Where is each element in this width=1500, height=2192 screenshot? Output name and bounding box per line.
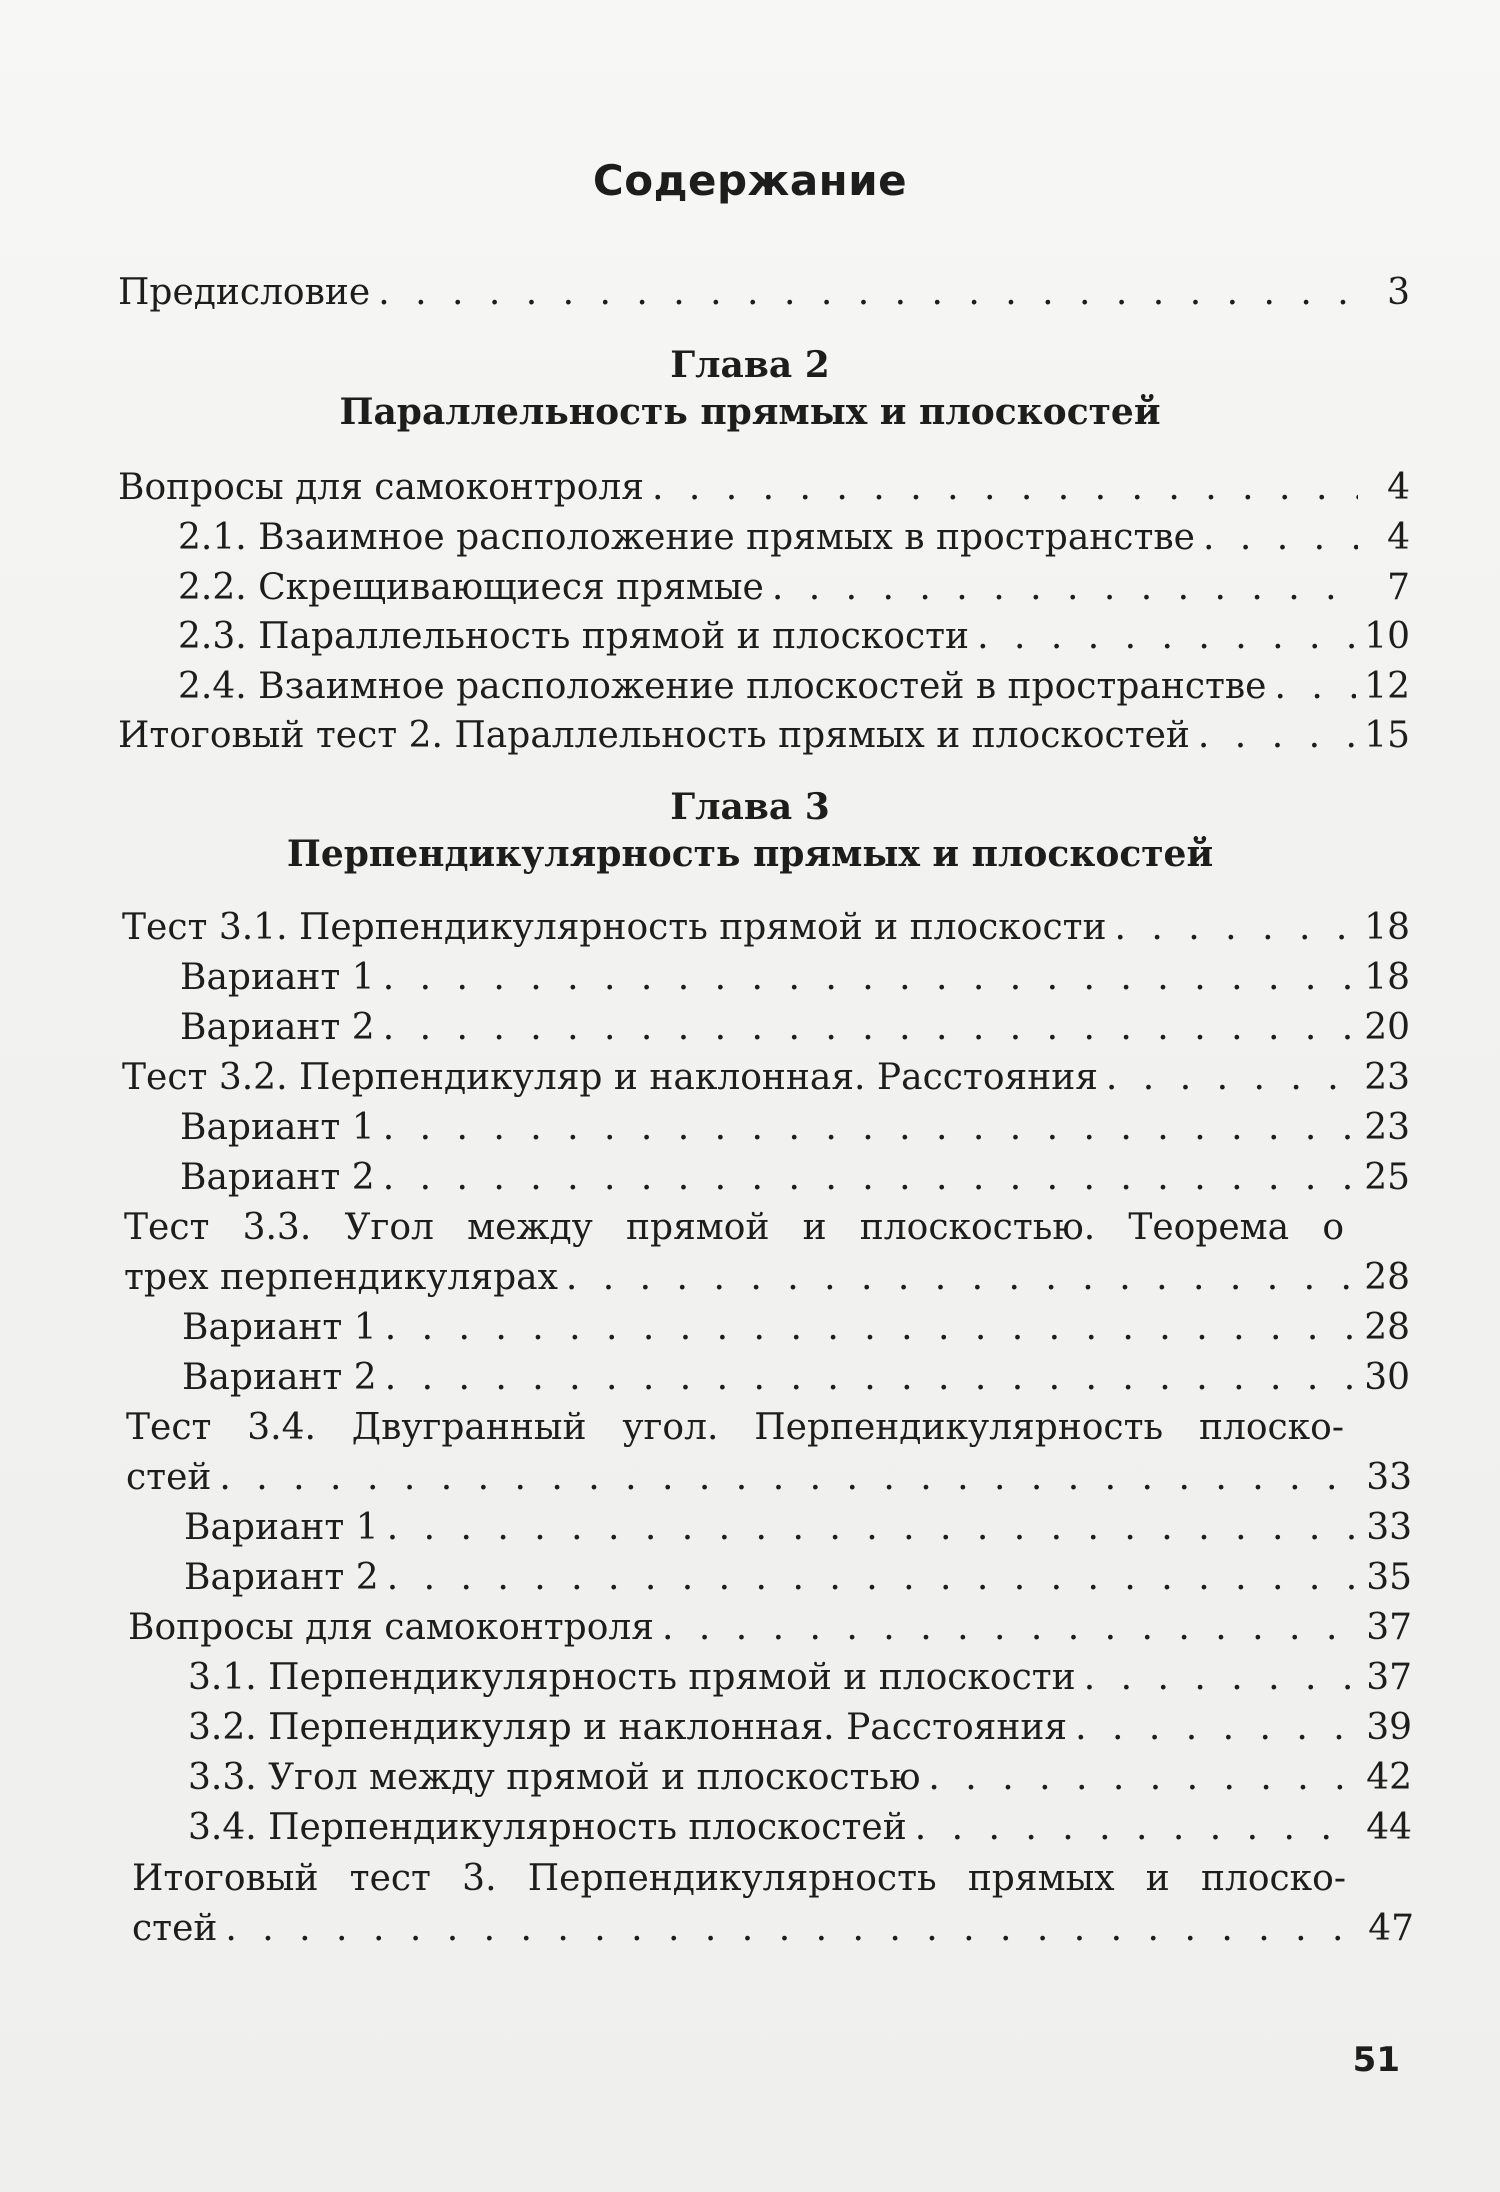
toc-entry-test-3-3 bbox=[124, 1255, 1410, 1301]
toc-entry-test-3-3-line-1: Тест 3.3. Угол между прямой и плоскостью. Теорема о bbox=[124, 1207, 1344, 1248]
toc-page-number: 18 bbox=[1364, 957, 1410, 998]
dot-leader bbox=[383, 1005, 1357, 1051]
toc-entry-test-3-4-line-1: Тест 3.4. Двугранный угол. Перпендикулярность плоско- bbox=[126, 1407, 1344, 1448]
dot-leader bbox=[928, 1755, 1358, 1801]
chapter-2-header bbox=[0, 343, 1500, 434]
toc-entry-label: 3.3. Угол между прямой и плоскостью bbox=[188, 1757, 921, 1798]
dot-leader bbox=[1084, 1655, 1359, 1701]
dot-leader bbox=[566, 1255, 1356, 1301]
toc-page-number: 28 bbox=[1364, 1257, 1410, 1298]
dot-leader bbox=[1203, 515, 1358, 561]
toc-entry-label: Тест 3.1. Перпендикулярность прямой и плоскости bbox=[122, 907, 1107, 948]
toc-entry-label: Вариант 1 bbox=[182, 1307, 377, 1348]
chapter-3-header bbox=[0, 785, 1500, 876]
dot-leader bbox=[383, 955, 1357, 1001]
toc-entry-label: Вариант 1 bbox=[180, 1107, 375, 1148]
toc-entry-label: Вариант 2 bbox=[182, 1357, 377, 1398]
toc-page-number: 25 bbox=[1364, 1157, 1410, 1198]
dot-leader bbox=[772, 565, 1358, 611]
toc-page-number: 12 bbox=[1364, 666, 1410, 707]
toc-entry-test-3-1 bbox=[122, 905, 1410, 951]
toc-entry-test-3-2-variant-2 bbox=[180, 1155, 1410, 1201]
toc-entry-final-test-3 bbox=[132, 1906, 1414, 1952]
toc-entry-label: 3.4. Перпендикулярность плоскостей bbox=[188, 1807, 907, 1848]
toc-entry-final-test-2 bbox=[118, 713, 1410, 759]
chapter-2-heading: Глава 2 bbox=[670, 344, 830, 386]
toc-entry-ch2-questions bbox=[118, 465, 1410, 511]
toc-entry-label: Вариант 1 bbox=[184, 1507, 379, 1548]
toc-entry-label: 2.2. Скрещивающиеся прямые bbox=[178, 567, 764, 608]
dot-leader bbox=[387, 1505, 1359, 1551]
chapter-3-subtitle: Перпендикулярность прямых и плоскостей bbox=[286, 833, 1214, 875]
dot-leader bbox=[383, 1105, 1357, 1151]
dot-leader bbox=[225, 1906, 1360, 1952]
toc-entry-2-4 bbox=[178, 664, 1410, 710]
dot-leader bbox=[915, 1805, 1359, 1851]
toc-page-number: 35 bbox=[1366, 1557, 1412, 1598]
toc-entry-label: 2.1. Взаимное расположение прямых в пространстве bbox=[178, 517, 1195, 558]
dot-leader bbox=[385, 1305, 1357, 1351]
dot-leader bbox=[662, 1605, 1358, 1651]
toc-entry-test-3-4-variant-2 bbox=[184, 1555, 1412, 1601]
page-title: Содержание bbox=[592, 156, 908, 205]
toc-entry-3-1 bbox=[188, 1655, 1412, 1701]
toc-entry-label: 3.1. Перпендикулярность прямой и плоскости bbox=[188, 1657, 1076, 1698]
toc-page-number: 39 bbox=[1366, 1707, 1412, 1748]
toc-entry-test-3-1-variant-2 bbox=[180, 1005, 1410, 1051]
toc-page-number: 7 bbox=[1387, 567, 1410, 608]
toc-entry-label: 2.4. Взаимное расположение плоскостей в пространстве bbox=[178, 666, 1267, 707]
toc-page-number: 23 bbox=[1364, 1107, 1410, 1148]
toc-entry-test-3-2-variant-1 bbox=[180, 1105, 1410, 1151]
toc-page-number: 20 bbox=[1364, 1007, 1410, 1048]
toc-page-number: 47 bbox=[1368, 1908, 1414, 1949]
toc-entry-preface bbox=[118, 270, 1410, 316]
toc-page-number: 28 bbox=[1364, 1307, 1410, 1348]
toc-entry-label: 3.2. Перпендикуляр и наклонная. Расстояния bbox=[188, 1707, 1068, 1748]
toc-page-number: 37 bbox=[1366, 1607, 1412, 1648]
toc-entry-2-1 bbox=[178, 515, 1410, 561]
toc-entry-label: Вариант 2 bbox=[180, 1157, 375, 1198]
toc-page-number: 4 bbox=[1387, 517, 1410, 558]
toc-page-number: 37 bbox=[1366, 1657, 1412, 1698]
toc-entry-label: стей bbox=[126, 1457, 212, 1498]
toc-entry-test-3-1-variant-1 bbox=[180, 955, 1410, 1001]
toc-page-number: 4 bbox=[1387, 467, 1410, 508]
dot-leader bbox=[652, 465, 1358, 511]
toc-entry-2-2 bbox=[178, 565, 1410, 611]
toc-page-number: 3 bbox=[1387, 272, 1410, 313]
toc-page-number: 44 bbox=[1366, 1807, 1412, 1848]
toc-page-number: 33 bbox=[1366, 1507, 1412, 1548]
chapter-3-heading: Глава 3 bbox=[670, 786, 830, 828]
page-number: 51 bbox=[1352, 2040, 1400, 2080]
toc-page-number: 42 bbox=[1366, 1757, 1412, 1798]
toc-entry-test-3-4-variant-1 bbox=[184, 1505, 1412, 1551]
toc-page-number: 10 bbox=[1364, 616, 1410, 657]
dot-leader bbox=[1198, 713, 1356, 759]
toc-entry-label: Вариант 2 bbox=[180, 1007, 375, 1048]
toc-entry-label: Предисловие bbox=[118, 272, 371, 313]
toc-entry-test-3-4 bbox=[126, 1455, 1412, 1501]
chapter-2-subtitle: Параллельность прямых и плоскостей bbox=[339, 391, 1161, 433]
toc-entry-test-3-3-variant-1 bbox=[182, 1305, 1410, 1351]
toc-entry-ch3-questions bbox=[128, 1605, 1412, 1651]
dot-leader bbox=[385, 1355, 1357, 1401]
toc-entry-3-4 bbox=[188, 1805, 1412, 1851]
toc-entry-label: трех перпендикулярах bbox=[124, 1257, 558, 1298]
toc-entry-label: Вариант 1 bbox=[180, 957, 375, 998]
toc-page-number: 33 bbox=[1366, 1457, 1412, 1498]
dot-leader bbox=[977, 614, 1356, 660]
toc-entry-test-3-2 bbox=[122, 1055, 1410, 1101]
dot-leader bbox=[1106, 1055, 1356, 1101]
toc-page-number: 15 bbox=[1364, 715, 1410, 756]
toc-entry-final-test-3-line-1: Итоговый тест 3. Перпендикулярность прямых и плоско- bbox=[132, 1858, 1346, 1899]
toc-page-number: 30 bbox=[1364, 1357, 1410, 1398]
toc-entry-3-2 bbox=[188, 1705, 1412, 1751]
dot-leader bbox=[378, 270, 1358, 316]
toc-entry-2-3 bbox=[178, 614, 1410, 660]
toc-entry-label: 2.3. Параллельность прямой и плоскости bbox=[178, 616, 970, 657]
toc-entry-label: Вопросы для самоконтроля bbox=[118, 467, 644, 508]
toc-entry-label: Вопросы для самоконтроля bbox=[128, 1607, 654, 1648]
dot-leader bbox=[387, 1555, 1359, 1601]
toc-entry-3-3 bbox=[188, 1755, 1412, 1801]
dot-leader bbox=[1275, 664, 1357, 710]
toc-entry-label: стей bbox=[132, 1908, 218, 1949]
dot-leader bbox=[1115, 905, 1357, 951]
toc-entry-label: Тест 3.2. Перпендикуляр и наклонная. Расстояния bbox=[122, 1057, 1098, 1098]
toc-page-number: 18 bbox=[1364, 907, 1410, 948]
toc-page-number: 23 bbox=[1364, 1057, 1410, 1098]
toc-entry-test-3-3-variant-2 bbox=[182, 1355, 1410, 1401]
dot-leader bbox=[1075, 1705, 1358, 1751]
dot-leader bbox=[383, 1155, 1357, 1201]
dot-leader bbox=[219, 1455, 1358, 1501]
toc-entry-label: Вариант 2 bbox=[184, 1557, 379, 1598]
toc-entry-label: Итоговый тест 2. Параллельность прямых и плоскостей bbox=[118, 715, 1190, 756]
